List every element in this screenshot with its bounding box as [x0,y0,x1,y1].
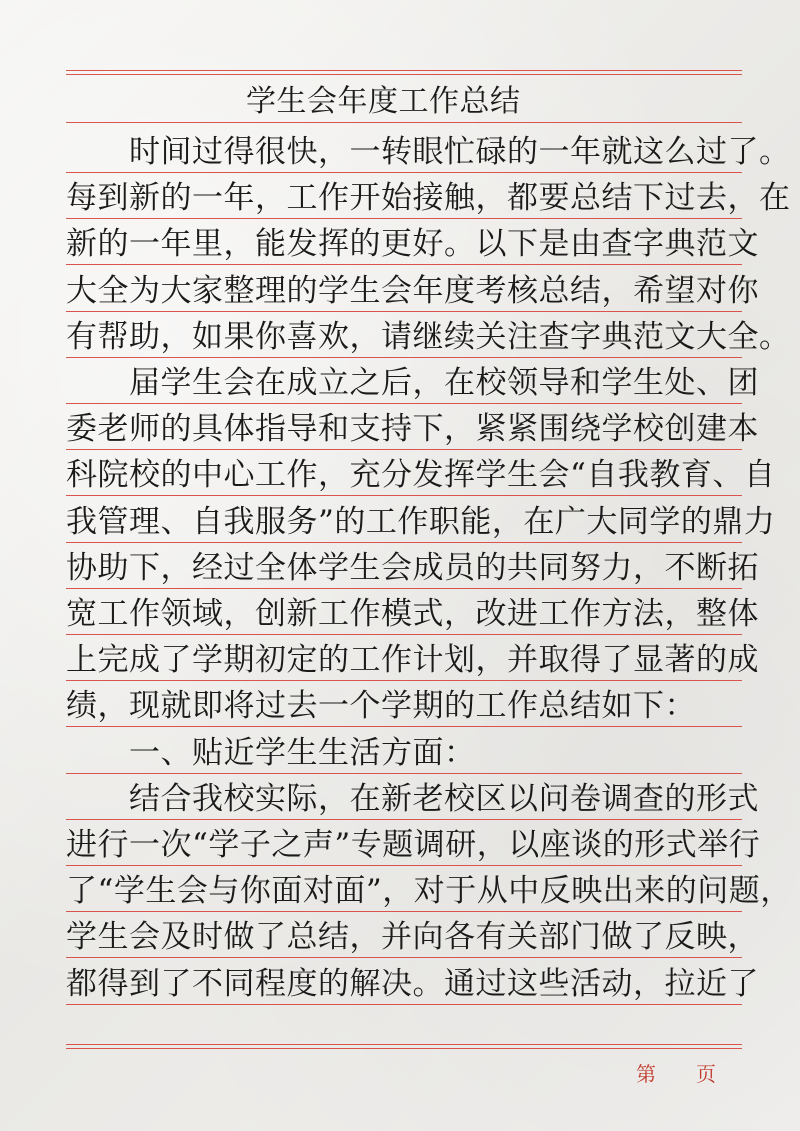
body-line: 委老师的具体指导和支持下，紧紧围绕学校创建本 [66,411,759,448]
body-line: 我管理、自我服务”的工作职能，在广大同学的鼎力 [66,503,776,540]
body-line: 大全为大家整理的学生会年度考核总结，希望对你 [66,272,759,309]
body-line: 协助下，经过全体学生会成员的共同努力，不断拓 [66,549,759,586]
body-line: 每到新的一年，工作开始接触，都要总结下过去，在 [66,180,791,217]
line-rule [66,357,742,358]
line-rule [66,403,742,404]
line-rule [66,865,742,866]
top-rule-second [66,74,742,75]
line-rule [66,218,742,219]
line-rule [66,449,742,450]
line-rule [66,495,742,496]
top-rule [66,70,742,71]
body-line: 有帮助，如果你喜欢，请继续关注查字典范文大全。 [66,318,791,355]
line-rule [66,542,742,543]
body-line: 都得到了不同程度的解决。通过这些活动，拉近了 [66,965,759,1002]
bottom-rule [66,1044,742,1045]
line-rule [66,911,742,912]
body-line: 一、贴近学生生活方面： [66,734,476,771]
body-line: 绩，现就即将过去一个学期的工作总结如下： [66,688,696,725]
line-rule [66,680,742,681]
body-line: 学生会及时做了总结，并向各有关部门做了反映， [66,919,759,956]
line-rule [66,957,742,958]
line-rule [66,634,742,635]
body-line: 进行一次“学子之声”专题调研，以座谈的形式举行 [66,827,761,863]
line-rule [66,773,742,774]
body-line: 了“学生会与你面对面”，对于从中反映出来的问题， [66,873,792,910]
body-line: 新的一年里，能发挥的更好。以下是由查字典范文 [66,226,759,263]
line-rule [66,311,742,312]
page-label-suffix: 页 [696,1062,716,1086]
body-line: 时间过得很快，一转眼忙碌的一年就这么过了。 [66,134,791,170]
line-rule [66,819,742,820]
line-rule [66,172,742,173]
title-rule [66,122,742,123]
body-line: 上完成了学期初定的工作计划，并取得了显著的成 [66,642,759,679]
line-rule [66,264,742,265]
page-label-prefix: 第 [636,1062,656,1086]
line-rule [66,588,742,589]
line-rule [66,1004,742,1005]
page-title: 学生会年度工作总结 [246,84,521,119]
body-line: 宽工作领域，创新工作模式，改进工作方法，整体 [66,596,759,632]
body-line: 结合我校实际，在新老校区以问卷调查的形式 [66,780,759,817]
body-line: 届学生会在成立之后，在校领导和学生处、团 [66,365,759,401]
body-line: 科院校的中心工作，充分发挥学生会“自我教育、自 [66,457,776,494]
line-rule [66,726,742,727]
bottom-rule-second [66,1048,742,1049]
